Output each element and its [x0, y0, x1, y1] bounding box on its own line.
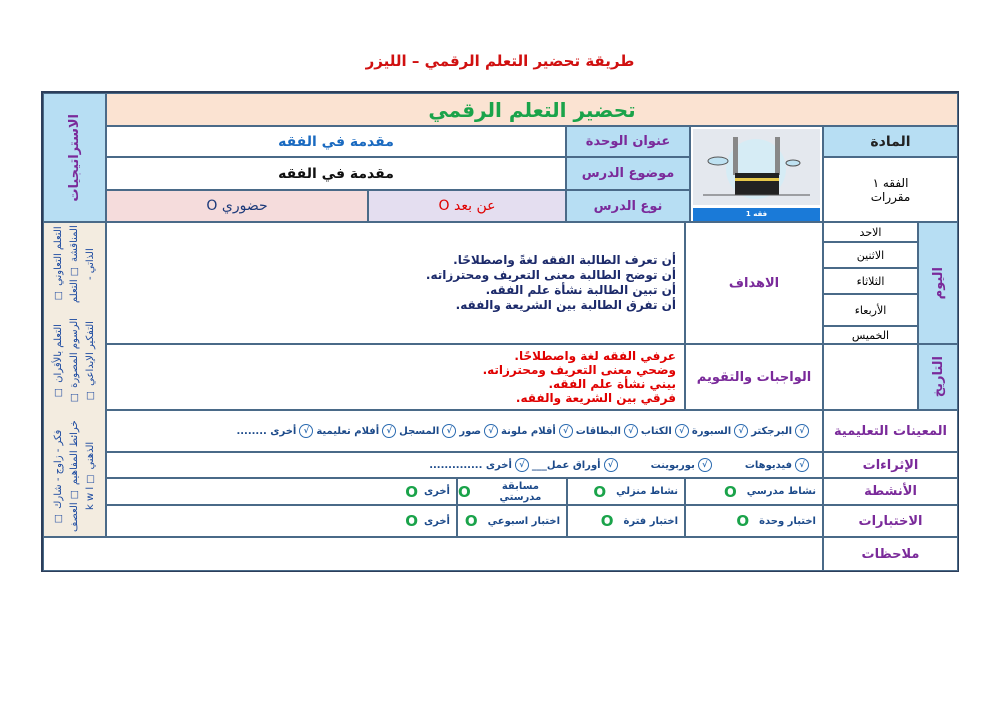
activity-label: مسابقة مدرستي [499, 480, 542, 503]
objective-item: أن تفرق الطالبة بين الشريعة والفقه. [455, 298, 676, 312]
unit-label: عنوان الوحدة [566, 126, 690, 157]
radio-circle-icon[interactable]: O [405, 512, 418, 530]
test-option[interactable] [457, 505, 567, 537]
activities-label: الأنشطة [823, 478, 958, 505]
check-icon[interactable]: √ [604, 458, 618, 472]
check-icon[interactable]: √ [442, 424, 456, 438]
day-option[interactable]: الأربعاء [823, 294, 918, 326]
lesson-type-in-person[interactable]: حضوري O [106, 190, 368, 222]
check-icon[interactable]: √ [675, 424, 689, 438]
check-icon[interactable]: √ [795, 458, 809, 472]
enrichment-label: الإثراءات [823, 452, 958, 478]
test-label: أخرى [423, 515, 450, 527]
check-icon[interactable]: √ [559, 424, 573, 438]
header-title: تحضير التعلم الرقمي [106, 93, 958, 126]
check-icon[interactable]: √ [795, 424, 809, 438]
enrichment-item[interactable]: أخرى .............. [429, 459, 512, 471]
strategies-list [43, 222, 106, 537]
enrichment-item[interactable]: أوراق عمل___ [531, 459, 601, 471]
lesson-label: موضوع الدرس [566, 157, 690, 190]
test-option[interactable] [106, 505, 457, 537]
check-icon[interactable]: √ [299, 424, 313, 438]
check-icon[interactable]: √ [624, 424, 638, 438]
homework-list [106, 344, 685, 410]
activity-option[interactable] [457, 478, 567, 505]
date-label [918, 344, 958, 410]
objectives-list [106, 222, 685, 344]
aid-item[interactable]: أقلام ملونة [501, 425, 556, 437]
aid-item[interactable]: صور [459, 425, 482, 437]
radio-circle-icon[interactable]: O [600, 512, 614, 530]
day-option[interactable]: الثلاثاء [823, 268, 918, 294]
day-label [918, 222, 958, 344]
day-label-text: اليوم [930, 266, 946, 300]
objective-item: أن تبين الطالبة نشأة علم الفقه. [485, 283, 676, 297]
test-label: اختبار فترة [623, 515, 678, 527]
homework-item: وضحي معنى التعريف ومحترزاته. [482, 363, 676, 377]
aid-item[interactable]: السبورة [691, 425, 732, 437]
day-option[interactable]: الاحد [823, 222, 918, 242]
strategies-label-text: الاستراتيجيات [67, 113, 82, 202]
day-option[interactable]: الاثنين [823, 242, 918, 268]
unit-value[interactable]: مقدمة في الفقه [106, 126, 566, 157]
check-icon[interactable]: √ [515, 458, 529, 472]
check-icon[interactable]: √ [698, 458, 712, 472]
notes-field[interactable] [43, 537, 823, 571]
homework-label: الواجبات والتقويم [685, 344, 823, 410]
strategies-line[interactable]: التعلم التعاوني ☐ المناقشة ☐ التعلم الذاتي - [52, 224, 96, 303]
radio-circle-icon[interactable]: O [405, 482, 418, 501]
activity-option[interactable] [106, 478, 457, 505]
page-title: طريقة تحضير التعلم الرقمي – الليزر [365, 52, 635, 70]
subject-name: الفقه ١ [872, 175, 909, 190]
radio-circle-icon[interactable]: O [593, 482, 607, 501]
strategies-line[interactable]: التعلم بالأقران ☐ الرسوم المصورة ☐ التفكير الإبداعي ☐ [52, 318, 96, 403]
radio-circle-icon[interactable]: O [736, 512, 750, 530]
tests-label: الاختبارات [823, 505, 958, 537]
radio-circle-icon[interactable]: O [724, 482, 737, 501]
radio-circle-icon[interactable]: O [464, 512, 478, 530]
aid-item[interactable]: البرجكتر [751, 425, 792, 437]
lesson-value[interactable]: مقدمة في الفقه [106, 157, 566, 190]
lesson-type-remote[interactable]: عن بعد O [368, 190, 566, 222]
test-option[interactable] [685, 505, 823, 537]
activity-label: نشاط مدرسي [746, 486, 816, 497]
enrichment-item[interactable]: بوربوينت [650, 459, 695, 471]
objective-item: أن تعرف الطالبة الفقه لغةً واصطلاحًا. [453, 253, 676, 267]
check-icon[interactable]: √ [382, 424, 396, 438]
aids-label: المعينات التعليمية [823, 410, 958, 452]
aid-item[interactable]: أخرى ........ [236, 425, 297, 437]
activity-option[interactable] [567, 478, 685, 505]
notes-label: ملاحظات [823, 537, 958, 571]
enrichment-item[interactable]: فيديوهات [744, 459, 792, 471]
aid-item[interactable]: المسجل [399, 425, 440, 437]
subject-label: المادة [823, 126, 958, 157]
homework-item: فرقي بين الشريعة والفقه. [515, 391, 676, 405]
test-label: اختبار وحدة [759, 515, 816, 527]
activity-label: نشاط منزلي [616, 486, 678, 497]
test-option[interactable] [567, 505, 685, 537]
activity-label: أخرى [423, 486, 450, 497]
aids-list [106, 410, 823, 452]
strategies-label [43, 93, 106, 222]
objective-item: أن توضح الطالبة معنى التعريف ومحترزاته. [425, 268, 676, 282]
kaaba-icon [693, 129, 820, 205]
date-value[interactable] [823, 344, 918, 410]
date-label-text: التاريخ [930, 356, 946, 398]
activity-option[interactable] [685, 478, 823, 505]
homework-item: بيني نشأة علم الفقه. [548, 377, 676, 391]
subject-track: مقررات [870, 189, 911, 204]
objectives-label: الاهداف [685, 222, 823, 344]
day-option[interactable]: الخميس [823, 326, 918, 344]
check-icon[interactable]: √ [734, 424, 748, 438]
image-caption: فقه 1 [693, 208, 820, 221]
aid-item[interactable]: أفلام تعليمية [316, 425, 380, 437]
check-icon[interactable]: √ [484, 424, 498, 438]
kaaba-image [690, 126, 823, 222]
aid-item[interactable]: الكتاب [640, 425, 672, 437]
homework-item: عرفي الفقه لغة واصطلاحًا. [514, 349, 676, 363]
enrichment-list [106, 452, 823, 478]
lesson-type-label: نوع الدرس [566, 190, 690, 222]
strategies-line[interactable]: فكر - زاوج - شارك ☐ خرائط المفاهيم ☐ العصف الذهني ☐ k w l [52, 420, 96, 532]
subject-value [823, 157, 958, 222]
radio-circle-icon[interactable]: O [458, 482, 471, 501]
test-label: اختبار اسبوعي [487, 515, 560, 527]
aid-item[interactable]: البطاقات [575, 425, 621, 437]
